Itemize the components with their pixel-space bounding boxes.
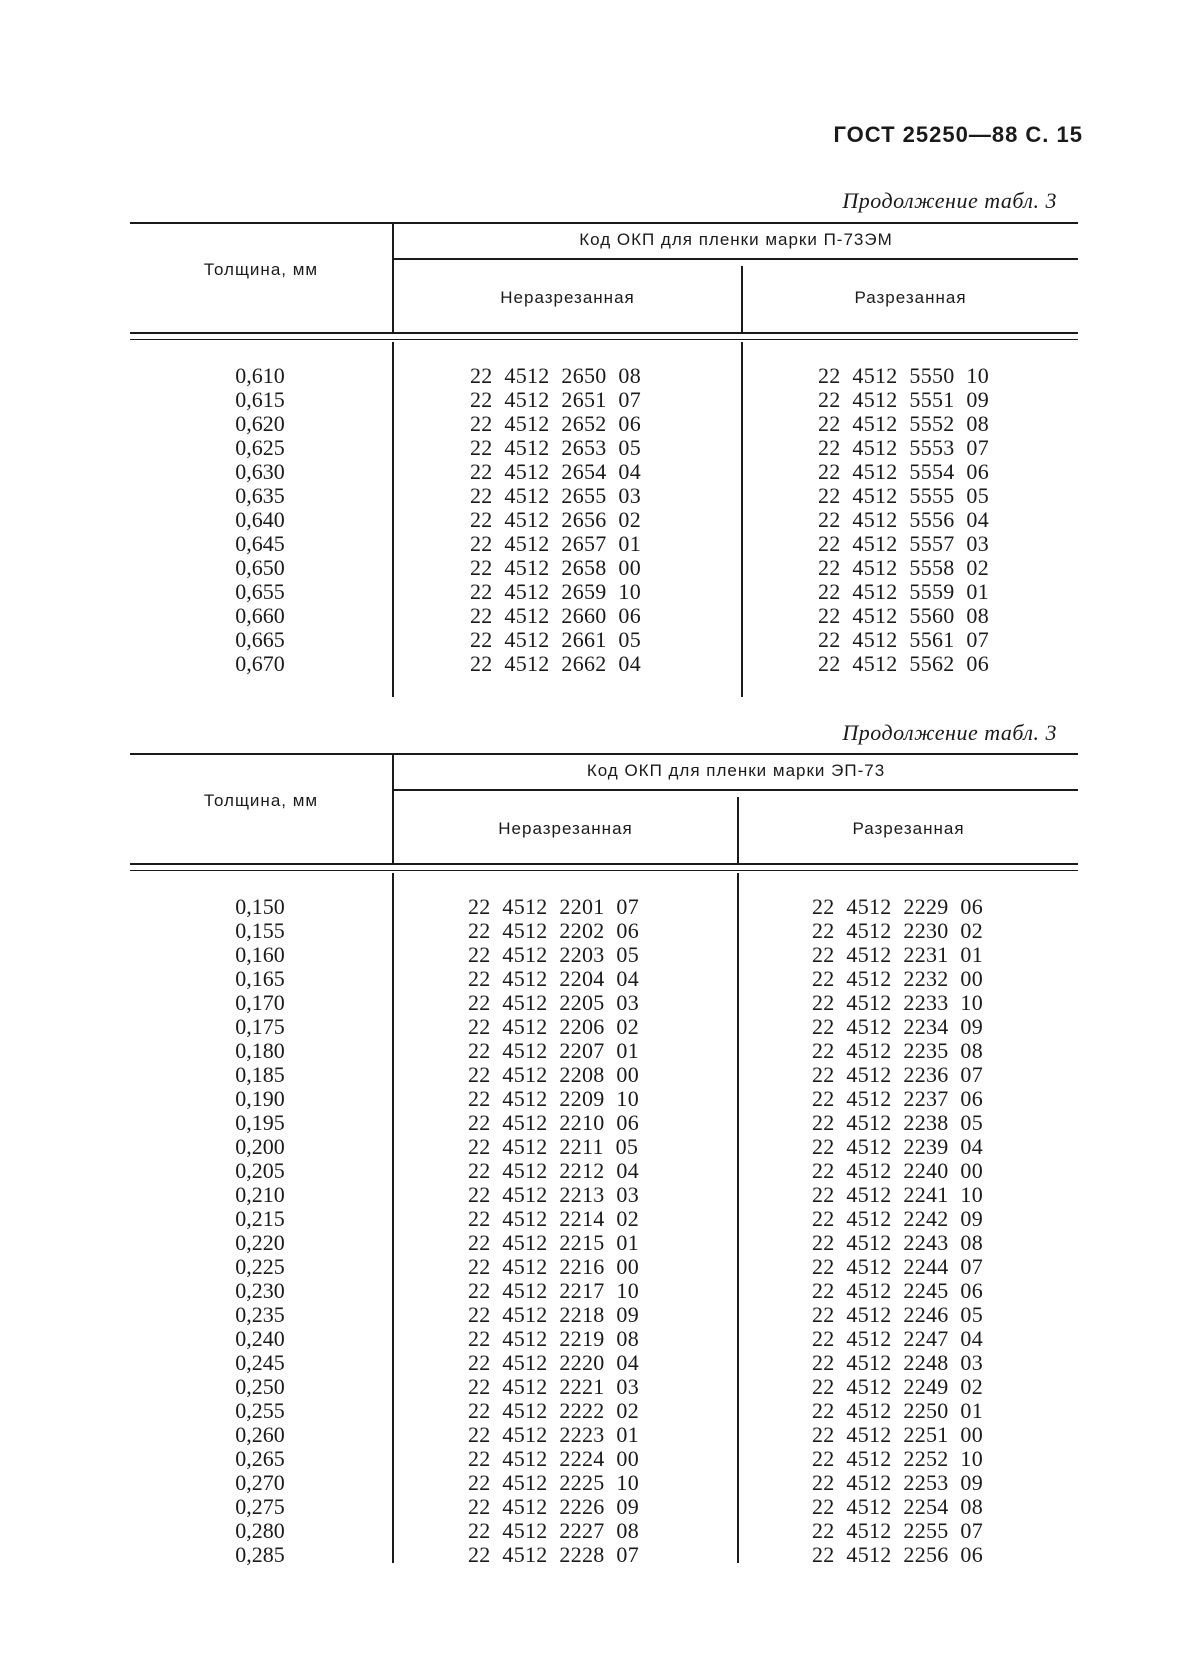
table-2-thickness-cell: 0,270 (235, 1470, 285, 1495)
table-1-uncut-code-cell: 22 4512 2660 06 (470, 603, 641, 628)
table-2-cut-code-cell: 22 4512 2244 07 (812, 1254, 983, 1279)
table-1-cut-code-cell: 22 4512 5561 07 (818, 627, 989, 652)
table-2-cut-code-cell: 22 4512 2230 02 (812, 918, 983, 943)
table-2-cut-code-cell: 22 4512 2246 05 (812, 1302, 983, 1327)
table-1-thickness-cell: 0,660 (235, 603, 285, 628)
table-2-uncut-column (468, 895, 639, 1567)
table-2-uncut-code-cell: 22 4512 2213 03 (468, 1182, 639, 1207)
table-1-thickness-cell: 0,665 (235, 627, 285, 652)
table-2-cut-code-cell: 22 4512 2235 08 (812, 1038, 983, 1063)
table-1-divider (392, 342, 394, 697)
table-2-uncut-code-cell: 22 4512 2226 09 (468, 1494, 639, 1519)
table-1 (130, 222, 1078, 697)
table-1-uncut-column (470, 364, 641, 676)
table-2-uncut-code-cell: 22 4512 2203 05 (468, 942, 639, 967)
table-1-uncut-code-cell: 22 4512 2658 00 (470, 555, 641, 580)
table-2-cut-code-cell: 22 4512 2255 07 (812, 1518, 983, 1543)
table-2-thickness-cell: 0,225 (235, 1254, 285, 1279)
table-2-uncut-code-cell: 22 4512 2201 07 (468, 894, 639, 919)
table-1-thickness-cell: 0,640 (235, 507, 285, 532)
table-2-cut-code-cell: 22 4512 2242 09 (812, 1206, 983, 1231)
table-2-uncut-code-cell: 22 4512 2220 04 (468, 1350, 639, 1375)
table-2-uncut-code-cell: 22 4512 2225 10 (468, 1470, 639, 1495)
table-2-uncut-code-cell: 22 4512 2206 02 (468, 1014, 639, 1039)
table-1-col-uncut: Неразрезанная (500, 288, 635, 307)
table-2-cut-code-cell: 22 4512 2252 10 (812, 1446, 983, 1471)
table-2-cut-column (812, 895, 983, 1567)
table-2-uncut-code-cell: 22 4512 2204 04 (468, 966, 639, 991)
table-2-cut-code-cell: 22 4512 2237 06 (812, 1086, 983, 1111)
table-2-cut-code-cell: 22 4512 2240 00 (812, 1158, 983, 1183)
table-2-top-rule (130, 753, 1078, 755)
table-1-top-rule (130, 222, 1078, 224)
page-header: ГОСТ 25250—88 С. 15 (833, 122, 1083, 147)
table-2-cut-code-cell: 22 4512 2247 04 (812, 1326, 983, 1351)
table-2-cut-code-cell: 22 4512 2232 00 (812, 966, 983, 991)
table-2-thickness-cell: 0,155 (235, 918, 285, 943)
table-1-cut-code-cell: 22 4512 5556 04 (818, 507, 989, 532)
table-2-thickness-cell: 0,215 (235, 1206, 285, 1231)
table-2-thickness-cell: 0,190 (235, 1086, 285, 1111)
table-2-thickness-cell: 0,185 (235, 1062, 285, 1087)
table-1-cut-code-cell: 22 4512 5550 10 (818, 363, 989, 388)
table-2-cut-code-cell: 22 4512 2245 06 (812, 1278, 983, 1303)
table-2 (130, 753, 1078, 1567)
table-1-cut-code-cell: 22 4512 5552 08 (818, 411, 989, 436)
table-2-thickness-cell: 0,180 (235, 1038, 285, 1063)
table-2-uncut-code-cell: 22 4512 2223 01 (468, 1422, 639, 1447)
table-2-thickness-cell: 0,200 (235, 1134, 285, 1159)
table-2-uncut-code-cell: 22 4512 2227 08 (468, 1518, 639, 1543)
table-2-thickness-cell: 0,275 (235, 1494, 285, 1519)
table-2-thickness-cell: 0,205 (235, 1158, 285, 1183)
table-2-group-rule (394, 789, 1078, 791)
table-1-cut-code-cell: 22 4512 5559 01 (818, 579, 989, 604)
table-2-thickness-cell: 0,255 (235, 1398, 285, 1423)
table-1-cut-code-cell: 22 4512 5558 02 (818, 555, 989, 580)
table-2-thickness-cell: 0,150 (235, 894, 285, 919)
table-1-thickness-cell: 0,655 (235, 579, 285, 604)
table-2-thickness-cell: 0,235 (235, 1302, 285, 1327)
table-2-cut-code-cell: 22 4512 2238 05 (812, 1110, 983, 1135)
table-2-thickness-cell: 0,245 (235, 1350, 285, 1375)
table-2-thickness-cell: 0,210 (235, 1182, 285, 1207)
table-2-thickness-cell: 0,165 (235, 966, 285, 991)
table-1-cut-column (818, 364, 989, 676)
table-2-uncut-code-cell: 22 4512 2219 08 (468, 1326, 639, 1351)
table-2-uncut-code-cell: 22 4512 2217 10 (468, 1278, 639, 1303)
table-2-cut-code-cell: 22 4512 2256 06 (812, 1542, 983, 1567)
table-1-cut-code-cell: 22 4512 5562 06 (818, 651, 989, 676)
table-1-thickness-cell: 0,650 (235, 555, 285, 580)
table-2-uncut-code-cell: 22 4512 2209 10 (468, 1086, 639, 1111)
table-2-continuation: Продолжение табл. 3 (842, 720, 1057, 745)
table-1-uncut-code-cell: 22 4512 2653 05 (470, 435, 641, 460)
table-2-uncut-code-cell: 22 4512 2218 09 (468, 1302, 639, 1327)
table-2-cut-code-cell: 22 4512 2253 09 (812, 1470, 983, 1495)
table-2-uncut-code-cell: 22 4512 2215 01 (468, 1230, 639, 1255)
table-2-uncut-code-cell: 22 4512 2228 07 (468, 1542, 639, 1567)
table-2-uncut-code-cell: 22 4512 2205 03 (468, 990, 639, 1015)
table-1-col-cut: Разрезанная (854, 288, 967, 307)
table-2-divider (392, 873, 394, 1563)
table-2-divider (737, 873, 739, 1563)
table-2-cut-code-cell: 22 4512 2248 03 (812, 1350, 983, 1375)
table-1-uncut-code-cell: 22 4512 2655 03 (470, 483, 641, 508)
table-2-header-rule (130, 863, 1078, 871)
table-1-thickness-header: Толщина, мм (203, 260, 319, 279)
table-1-thickness-cell: 0,625 (235, 435, 285, 460)
table-1-uncut-code-cell: 22 4512 2656 02 (470, 507, 641, 532)
table-2-thickness-cell: 0,195 (235, 1110, 285, 1135)
table-2-uncut-code-cell: 22 4512 2216 00 (468, 1254, 639, 1279)
table-2-cut-code-cell: 22 4512 2234 09 (812, 1014, 983, 1039)
table-2-uncut-code-cell: 22 4512 2208 00 (468, 1062, 639, 1087)
table-2-cut-code-cell: 22 4512 2241 10 (812, 1182, 983, 1207)
table-1-cut-code-cell: 22 4512 5553 07 (818, 435, 989, 460)
table-2-cut-code-cell: 22 4512 2236 07 (812, 1062, 983, 1087)
table-1-divider (741, 342, 743, 697)
table-1-group-header: Код ОКП для пленки марки П-73ЭМ (579, 230, 893, 249)
table-2-cut-code-cell: 22 4512 2254 08 (812, 1494, 983, 1519)
table-2-thickness-cell: 0,170 (235, 990, 285, 1015)
table-1-uncut-code-cell: 22 4512 2659 10 (470, 579, 641, 604)
table-1-thickness-cell: 0,620 (235, 411, 285, 436)
table-2-cut-code-cell: 22 4512 2243 08 (812, 1230, 983, 1255)
table-1-thickness-cell: 0,615 (235, 387, 285, 412)
table-1-uncut-code-cell: 22 4512 2661 05 (470, 627, 641, 652)
table-2-thickness-cell: 0,285 (235, 1542, 285, 1567)
table-2-group-header: Код ОКП для пленки марки ЭП-73 (586, 761, 886, 780)
table-2-thickness-cell: 0,175 (235, 1014, 285, 1039)
table-1-thickness-column (200, 364, 320, 676)
table-2-cut-code-cell: 22 4512 2251 00 (812, 1422, 983, 1447)
table-1-continuation: Продолжение табл. 3 (842, 188, 1057, 213)
table-2-uncut-code-cell: 22 4512 2207 01 (468, 1038, 639, 1063)
table-1-thickness-cell: 0,645 (235, 531, 285, 556)
table-2-thickness-cell: 0,250 (235, 1374, 285, 1399)
table-1-uncut-code-cell: 22 4512 2651 07 (470, 387, 641, 412)
table-1-uncut-code-cell: 22 4512 2657 01 (470, 531, 641, 556)
table-1-thickness-cell: 0,670 (235, 651, 285, 676)
table-2-uncut-code-cell: 22 4512 2224 00 (468, 1446, 639, 1471)
table-2-uncut-code-cell: 22 4512 2211 05 (468, 1134, 639, 1159)
table-2-uncut-code-cell: 22 4512 2222 02 (468, 1398, 639, 1423)
table-2-cut-code-cell: 22 4512 2249 02 (812, 1374, 983, 1399)
table-1-thickness-cell: 0,610 (235, 363, 285, 388)
table-2-cut-code-cell: 22 4512 2233 10 (812, 990, 983, 1015)
table-2-col-uncut: Неразрезанная (498, 819, 633, 838)
table-1-uncut-code-cell: 22 4512 2654 04 (470, 459, 641, 484)
table-1-thickness-cell: 0,630 (235, 459, 285, 484)
table-2-cut-code-cell: 22 4512 2250 01 (812, 1398, 983, 1423)
table-1-cut-code-cell: 22 4512 5551 09 (818, 387, 989, 412)
table-1-cut-code-cell: 22 4512 5557 03 (818, 531, 989, 556)
table-2-thickness-cell: 0,220 (235, 1230, 285, 1255)
table-2-thickness-cell: 0,280 (235, 1518, 285, 1543)
table-2-thickness-header: Толщина, мм (203, 791, 319, 810)
table-2-cut-code-cell: 22 4512 2231 01 (812, 942, 983, 967)
table-2-thickness-cell: 0,230 (235, 1278, 285, 1303)
table-2-uncut-code-cell: 22 4512 2221 03 (468, 1374, 639, 1399)
table-2-thickness-cell: 0,265 (235, 1446, 285, 1471)
table-2-thickness-cell: 0,240 (235, 1326, 285, 1351)
table-2-thickness-cell: 0,160 (235, 942, 285, 967)
table-2-thickness-cell: 0,260 (235, 1422, 285, 1447)
table-1-thickness-cell: 0,635 (235, 483, 285, 508)
table-2-cut-code-cell: 22 4512 2239 04 (812, 1134, 983, 1159)
table-1-cut-code-cell: 22 4512 5554 06 (818, 459, 989, 484)
table-2-uncut-code-cell: 22 4512 2214 02 (468, 1206, 639, 1231)
table-2-cut-code-cell: 22 4512 2229 06 (812, 894, 983, 919)
table-1-cut-code-cell: 22 4512 5555 05 (818, 483, 989, 508)
table-1-cut-code-cell: 22 4512 5560 08 (818, 603, 989, 628)
table-1-header-rule (130, 332, 1078, 340)
table-1-uncut-code-cell: 22 4512 2650 08 (470, 363, 641, 388)
table-2-col-cut: Разрезанная (852, 819, 965, 838)
table-2-thickness-column (200, 895, 320, 1567)
table-1-uncut-code-cell: 22 4512 2652 06 (470, 411, 641, 436)
table-2-uncut-code-cell: 22 4512 2212 04 (468, 1158, 639, 1183)
table-1-group-rule (394, 258, 1078, 260)
table-2-uncut-code-cell: 22 4512 2210 06 (468, 1110, 639, 1135)
table-1-uncut-code-cell: 22 4512 2662 04 (470, 651, 641, 676)
table-2-uncut-code-cell: 22 4512 2202 06 (468, 918, 639, 943)
